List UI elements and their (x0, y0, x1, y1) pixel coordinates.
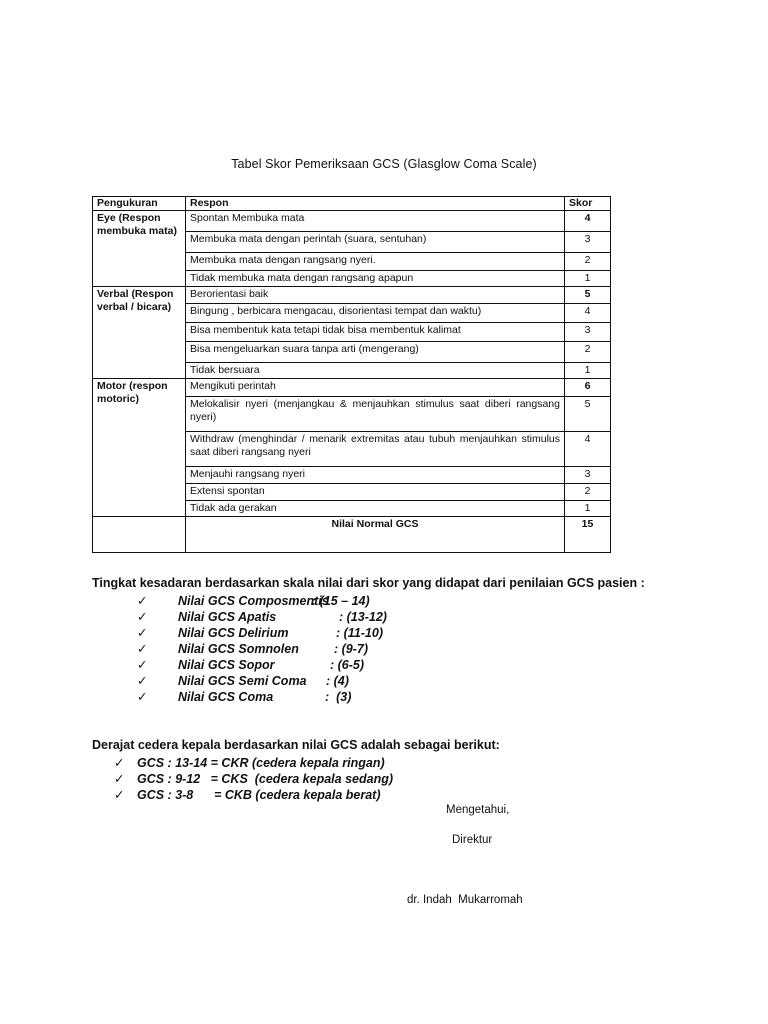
group-label-verbal: Verbal (Respon verbal / bicara) (93, 287, 186, 379)
check-icon: ✓ (137, 690, 148, 704)
skor-cell: 1 (565, 501, 611, 517)
level-value: : (15 – 14) (312, 594, 370, 608)
empty-cell (93, 517, 186, 553)
table-row (93, 287, 611, 304)
respon-cell: Tidak bersuara (186, 363, 565, 379)
cedera-item: GCS : 9-12 = CKS (cedera kepala sedang) (137, 772, 393, 786)
normal-gcs-value: 15 (565, 517, 611, 553)
skor-cell: 2 (565, 342, 611, 363)
kesadaran-list (137, 593, 457, 705)
level-value: : (3) (325, 690, 352, 704)
normal-gcs-row (93, 517, 611, 553)
skor-cell: 3 (565, 467, 611, 484)
list-item (137, 609, 457, 625)
list-item (114, 787, 454, 803)
level-value: : (9-7) (334, 642, 369, 656)
skor-cell: 4 (565, 432, 611, 467)
check-icon: ✓ (114, 756, 125, 770)
respon-cell: Menjauhi rangsang nyeri (186, 467, 565, 484)
check-icon: ✓ (137, 594, 148, 608)
respon-cell: Tidak ada gerakan (186, 501, 565, 517)
check-icon: ✓ (114, 788, 125, 802)
level-name: Nilai GCS Semi Coma (178, 674, 307, 688)
header-pengukuran: Pengukuran (93, 197, 186, 211)
skor-cell: 6 (565, 379, 611, 397)
check-icon: ✓ (137, 626, 148, 640)
respon-cell: Tidak membuka mata dengan rangsang apapun (186, 271, 565, 287)
skor-cell: 2 (565, 484, 611, 501)
respon-cell: Mengikuti perintah (186, 379, 565, 397)
respon-cell: Melokalisir nyeri (menjangkau & menjauhkan stimulus saat diberi rangsang nyeri) (186, 397, 565, 432)
level-name: Nilai GCS Composmentis (178, 594, 329, 608)
list-item (137, 593, 457, 609)
skor-cell: 5 (565, 397, 611, 432)
respon-cell: Bisa membentuk kata tetapi tidak bisa membentuk kalimat (186, 323, 565, 342)
normal-gcs-label: Nilai Normal GCS (186, 517, 565, 553)
skor-cell: 5 (565, 287, 611, 304)
check-icon: ✓ (137, 658, 148, 672)
signature-name: dr. Indah Mukarromah (407, 894, 523, 906)
skor-cell: 3 (565, 323, 611, 342)
level-name: Nilai GCS Somnolen (178, 642, 299, 656)
check-icon: ✓ (137, 610, 148, 624)
table-header-row (93, 197, 611, 211)
level-value: : (4) (326, 674, 349, 688)
check-icon: ✓ (114, 772, 125, 786)
respon-cell: Bisa mengeluarkan suara tanpa arti (mengerang) (186, 342, 565, 363)
level-value: : (13-12) (339, 610, 387, 624)
signature-position: Direktur (452, 834, 493, 846)
skor-cell: 3 (565, 232, 611, 253)
cedera-heading: Derajat cedera kepala berdasarkan nilai GCS adalah sebagai berikut: (92, 738, 500, 752)
table-row (93, 211, 611, 232)
gcs-score-table (92, 196, 611, 553)
respon-cell: Bingung , berbicara mengacau, disorientasi tempat dan waktu) (186, 304, 565, 323)
cedera-item: GCS : 13-14 = CKR (cedera kepala ringan) (137, 756, 385, 770)
list-item (114, 755, 454, 771)
header-skor: Skor (565, 197, 611, 211)
skor-cell: 4 (565, 304, 611, 323)
header-respon: Respon (186, 197, 565, 211)
level-name: Nilai GCS Delirium (178, 626, 289, 640)
level-value: : (6-5) (330, 658, 365, 672)
respon-cell: Membuka mata dengan perintah (suara, sentuhan) (186, 232, 565, 253)
respon-cell: Spontan Membuka mata (186, 211, 565, 232)
list-item (137, 625, 457, 641)
skor-cell: 1 (565, 271, 611, 287)
level-name: Nilai GCS Coma (178, 690, 274, 704)
level-value: : (11-10) (336, 626, 384, 640)
list-item (137, 641, 457, 657)
check-icon: ✓ (137, 642, 148, 656)
list-item (137, 689, 457, 705)
respon-cell: Berorientasi baik (186, 287, 565, 304)
respon-cell: Membuka mata dengan rangsang nyeri. (186, 253, 565, 271)
signature-acknowledge: Mengetahui, (446, 804, 510, 816)
respon-cell: Withdraw (menghindar / menarik extremitas atau tubuh menjauhkan stimulus saat diberi rangsang nyeri (186, 432, 565, 467)
cedera-list (114, 755, 454, 803)
list-item (114, 771, 454, 787)
document-title: Tabel Skor Pemeriksaan GCS (Glasglow Coma Scale) (231, 157, 537, 171)
skor-cell: 1 (565, 363, 611, 379)
level-name: Nilai GCS Sopor (178, 658, 275, 672)
table-row (93, 379, 611, 397)
respon-cell: Extensi spontan (186, 484, 565, 501)
cedera-item: GCS : 3-8 = CKB (cedera kepala berat) (137, 788, 381, 802)
group-label-motor: Motor (respon motoric) (93, 379, 186, 517)
level-name: Nilai GCS Apatis (178, 610, 277, 624)
list-item (137, 673, 457, 689)
skor-cell: 4 (565, 211, 611, 232)
check-icon: ✓ (137, 674, 148, 688)
kesadaran-heading: Tingkat kesadaran berdasarkan skala nilai dari skor yang didapat dari penilaian GCS pasien : (92, 576, 645, 590)
group-label-eye: Eye (Respon membuka mata) (93, 211, 186, 287)
skor-cell: 2 (565, 253, 611, 271)
list-item (137, 657, 457, 673)
